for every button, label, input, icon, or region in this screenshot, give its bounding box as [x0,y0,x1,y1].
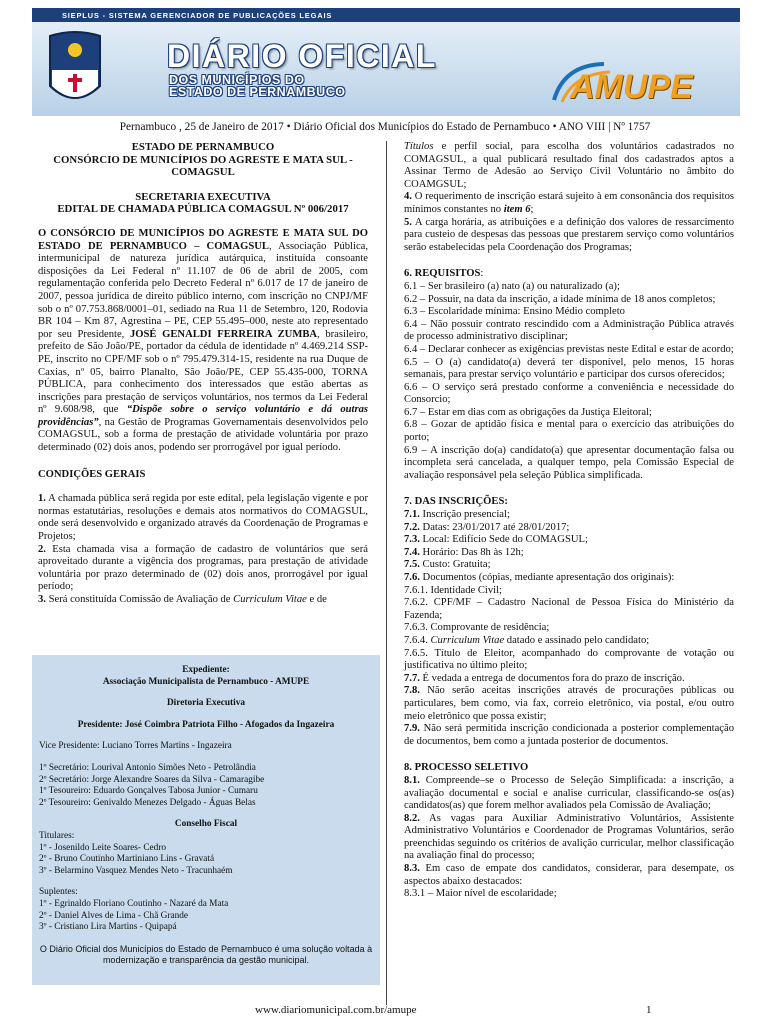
column-divider [386,141,387,1005]
secretary-1-line: 1º Secretário: Lourival Antonio Simões Neto - Petrolândia [39,762,256,773]
req-6-7: 6.7 – Estar em dias com as obrigações da Justiça Eleitoral; [404,406,652,418]
ins-7-7 [404,673,734,686]
item-4 [404,191,734,216]
ps-8-3-text: Em caso de empate dos candidatos, considerar, para desempate, os aspectos abaixo destacados: [404,863,734,887]
doc-7-6-3: 7.6.3. Comprovante de residência; [404,622,550,634]
intro-text-1: , Associação Pública, intermunicipal de natureza jurídica autárquica, instituída consoante disposições da Lei Federal nº 11.107 de 06 de abril de 2005, com regulamentação conferida pelo Decreto Federal nº 6.017 de 17 de janeiro de 2007, pessoa jurídica de direito público interno, com inscrição no CNPJ/MF sob o nº 07.753.868/0001–01, sediado na Rua 11 de Setembro, 120, Rodovia BR 104 – Km 87, Agrestina – PE, CEP 55.495–000, neste ato representado por seu Presidente, [38,240,368,340]
ins-7-7-num: 7.7. [404,672,420,684]
titulos-italic: Títulos [404,141,434,152]
doc-7-6-4 [404,635,734,648]
req-6-9: 6.9 – A inscrição do(a) candidato(a) que apresentar documentação falsa ou incompleta será cancelada, a qualquer tempo, pela Comissão Especial de avaliação responsável pela seleção Pública simplificada. [404,444,734,481]
fiscal-council-title: Conselho Fiscal [174,819,238,830]
association-name: Associação Municipalista de Pernambuco - AMUPE [102,676,310,687]
doc-7-6-4-text: datado e assinado pelo candidato; [504,634,650,646]
req-6-5: 6.5 – O (a) candidato(a) deverá ter disponível, pelo menos, 15 horas semanais, para prestar serviço voluntário e participar dos cursos oferecidos; [404,356,734,381]
ins-7-6-num: 7.6. [404,572,420,583]
ps-8-2 [404,813,734,863]
left-column [38,141,368,607]
page-number: 1 [646,1004,652,1016]
section-inscriptions: 7. DAS INSCRIÇÕES: [404,496,508,508]
ins-7-4 [404,547,734,560]
ins-7-8-text: Não serão aceitas inscrições através de procurações públicas ou particulares, bem como, via fax, correio eletrônico, via postal, e/ou outro meio eletrônico que possa existir; [404,685,734,722]
ins-7-5 [404,559,734,572]
req-6-8: 6.8 – Gozar de aptidão física e mental para o exercício das atribuições do porto; [404,419,734,444]
continuation-text: e perfil social, para escolha dos voluntários cadastrados no COMAGSUL, a qual publicará resultado final dos cadastrados aptos a Assinar Termo de Adesão ao Serviço Civil Voluntário no âmbito do COAMGSUL; [404,141,734,190]
titular-1: 1º - Josenildo Leite Soares- Cedro [39,842,167,853]
suplente-1: 1º - Egrinaldo Floriano Coutinho - Nazaré da Mata [39,898,229,909]
req-6-1: 6.1 – Ser brasileiro (a) nato (a) ou naturalizado (a); [404,280,620,292]
titulares-label: Titulares: [39,830,75,841]
intro-text-3: , na Gestão de Programas Governamentais desenvolvidos pelo COMAGSUL, sob a forma de prestação de atividade voluntária por prazo determinado (02) dois anos, podendo ser prorrogável por igual período. [38,416,368,454]
heading-edital: EDITAL DE CHAMADA PÚBLICA COMAGSUL Nº 006/2017 [57,203,349,216]
doc-7-6-2: 7.6.2. CPF/MF – Cadastro Nacional de Pessoa Física do Ministério da Fazenda; [404,597,734,621]
intro-bold: O CONSÓRCIO DE MUNICÍPIOS DO AGRESTE E MATA SUL DO ESTADO DE PERNAMBUCO – COMAGSUL [38,227,368,252]
ins-7-3 [404,534,734,547]
ps-8-2-num: 8.2. [404,812,420,824]
item-4-end: ; [530,203,534,215]
ins-7-5-num: 7.5. [404,559,420,571]
vice-president-line: Vice Presidente: Luciano Torres Martins - Ingazeira [39,741,232,752]
section-general-conditions: CONDIÇÕES GERAIS [38,468,146,480]
ins-7-3-num: 7.3. [404,534,420,546]
req-6-4a: 6.4 – Não possuir contrato rescindido com a Administração Pública através de processo administrativo disciplinar; [404,318,734,343]
condition-2-text: Esta chamada visa a formação de cadastro de voluntários que será aproveitado durante a vigência dos programas, para prestação de atividade voluntária por prazo determinado de (02) dois anos, prorrogável por igual período; [38,543,368,593]
ins-7-1 [404,509,734,522]
item-4-text: O requerimento de inscrição estará sujeito à em consonância dos requisitos mínimos constantes no [404,191,734,215]
ins-7-5-text: Custo: Gratuita; [419,559,491,571]
titular-2: 2º - Bruno Coutinho Martiniano Lins - Gravatá [39,854,215,865]
issue-info-line: Pernambuco , 25 de Janeiro de 2017 • Diário Oficial dos Municípios do Estado de Pernambuco • ANO VIII | Nº 1757 [119,121,651,133]
right-column [404,141,734,901]
ps-8-1-num: 8.1. [404,774,420,786]
item-5-num: 5. [404,216,412,228]
subtitle-line-2: ESTADO DE PERNAMBUCO [169,85,346,99]
doc-7-6-4-italic: Curriculum Vitae [430,634,505,646]
executive-board-title: Diretoria Executiva [166,698,246,709]
expediente-box [32,655,380,985]
ins-7-6 [404,572,734,585]
gazette-title: DIÁRIO OFICIAL [167,38,437,74]
ins-7-9-text: Não será permitida inscrição condicionada a posterior complementação de documentos, bem como a juntada posterior de documentos. [404,723,734,747]
gazette-subtitle [169,74,345,98]
condition-3 [38,594,368,607]
president-name: JOSÉ GENALDI FERREIRA ZUMBA [129,328,318,340]
heading-consortium: CONSÓRCIO DE MUNICÍPIOS DO AGRESTE E MATA SUL - COMAGSUL [53,153,353,179]
treasurer-2-line: 2º Tesoureiro: Genivaldo Menezes Delgado - Águas Belas [39,797,256,808]
ins-7-9 [404,723,734,748]
req-6-6: 6.6 – O serviço será prestado conforme a conveniência e necessidade do Consorcio; [404,381,734,406]
ins-7-2 [404,522,734,535]
item-5-text: A carga horária, as atribuições e a definição dos valores de ressarcimento para custeio de despesas das pessoas que prestarem serviço como voluntários serão estabelecidas pela Coordenação dos Programas; [404,216,734,253]
ps-8-3-1: 8.3.1 – Maior nível de escolaridade; [404,888,557,900]
condition-3-italic: Curriculum Vitae [233,594,307,605]
continuation-paragraph [404,141,734,191]
intro-text-2: , brasileiro, prefeito de São João/PE, portador da cédula de identidade nº 4.469.214 SSP-PE, inscrito no CPF/MF sob o nº 795.479.314-15, residente na rua Duque de Caxias, nº 05, bairro Planalto, São João/PE, CEP 55.435-000, TORNA PÚBLICA, para conhecimento dos interessados que estão abertas as inscrições para prestação de serviços voluntários, nos termos da Lei Federal nº 9.608/98, que [38,328,369,416]
ins-7-8-num: 7.8. [404,685,420,697]
item-4-ref: item 6 [503,203,531,215]
req-6-4b: 6.4 – Declarar conhecer as exigências previstas neste Edital e estar de acordo; [404,343,734,355]
amupe-logo: AMUPE [570,68,693,106]
condition-1 [38,493,368,543]
secretary-2-line: 2º Secretário: Jorge Alexandre Soares da Silva - Camaragibe [39,774,265,785]
item-4-num: 4. [404,191,412,203]
item-5 [404,217,734,255]
suplente-2: 2º - Daniel Alves de Lima - Chã Grande [39,910,189,921]
ps-8-3-num: 8.3. [404,863,420,875]
condition-3-num: 3. [38,594,46,605]
ins-7-3-text: Local: Edifício Sede do COMAGSUL; [419,534,588,546]
ps-8-2-text: As vagas para Auxiliar Administrativo Voluntários, Assistente Administrativo Voluntários e Coordenador de Programas Voluntários, serão preenchidas seguindo os critérios de avalição curricular, melhor classificação na avaliação final do processo; [404,812,734,862]
doc-7-6-1: 7.6.1. Identidade Civil; [404,584,502,596]
ps-8-3 [404,863,734,888]
condition-3-end: e de [306,594,327,605]
titular-3: 3º - Belarmino Vasquez Mendes Neto - Tracunhaém [39,865,233,876]
ins-7-2-text: Datas: 23/01/2017 até 28/01/2017; [419,521,570,533]
req-6-2: 6.2 – Possuir, na data da inscrição, a idade mínima de 18 anos completos; [404,293,716,305]
condition-2-num: 2. [38,543,46,555]
law-quote: “Dispõe sobre o serviço voluntário e dá outras providências” [38,404,368,428]
ins-7-4-num: 7.4. [404,546,420,558]
condition-1-text: A chamada pública será regida por este edital, pela legislação vigente e por normas estatutárias, resoluções e demais atos normativos do COMAGSUL, onde será desenvolvido e organizado através da Coordenação de Programas e Projetos; [38,493,368,543]
ins-7-7-text: É vedada a entrega de documentos fora do prazo de inscrição. [419,672,685,684]
req-6-3: 6.3 – Escolaridade mínima: Ensino Médio completo [404,306,625,318]
ins-7-6-text: Documentos (cópias, mediante apresentação dos originais): [419,572,675,583]
ins-7-1-num: 7.1. [404,509,420,521]
president-line: Presidente: José Coimbra Patriota Filho - Afogados da Ingazeira [77,719,335,730]
header-banner [32,8,740,116]
expediente-label: Expediente: [182,665,230,675]
intro-paragraph [38,228,368,455]
ps-8-1 [404,775,734,813]
closing-statement: O Diário Oficial dos Municípios do Estado de Pernambuco é uma solução voltada à modernização e transparência da gestão municipal. [39,943,373,966]
requirements-title: 6. REQUISITOS [404,268,481,280]
pernambuco-flag-icon [46,30,104,110]
ins-7-4-text: Horário: Das 8h às 12h; [419,546,524,558]
suplentes-label: Suplentes: [39,887,78,898]
doc-7-6-4-num: 7.6.4. [404,634,431,646]
ins-7-1-text: Inscrição presencial; [419,509,510,521]
requirements-colon: : [480,268,484,280]
condition-1-num: 1. [38,493,46,505]
treasurer-1-line: 1º Tesoureiro: Eduardo Gonçalves Tabosa Junior - Cumaru [39,786,258,797]
ins-7-2-num: 7.2. [404,521,420,533]
section-requirements [404,268,734,281]
suplente-3: 3º - Cristiano Lira Martins - Quipapá [39,922,177,933]
footer-url-link[interactable]: www.diariomunicipal.com.br/amupe [255,1004,417,1016]
condition-2 [38,544,368,594]
condition-3-text: Será constituída Comissão de Avaliação de [45,594,234,605]
topbar-text: SIEPLUS - SISTEMA GERENCIADOR DE PUBLICAÇÕES LEGAIS [32,8,740,22]
ps-8-1-text: Compreende–se o Processo de Seleção Simplificada: a inscrição, a avaliação documental e social e analise curricular, classificando-se os(as) candidatos(as) que forem melhor avaliados pela Comissão de Avaliação; [404,774,734,812]
heading-state: ESTADO DE PERNAMBUCO [131,141,275,153]
ins-7-8 [404,685,734,723]
ins-7-9-num: 7.9. [404,723,420,735]
section-selection-process: 8. PROCESSO SELETIVO [404,762,529,774]
subtitle-line-1: DOS MUNICÍPIOS DO [169,73,305,87]
doc-7-6-5: 7.6.5. Título de Eleitor, acompanhado do comprovante de votação ou justificativa no último pleito; [404,647,734,672]
heading-secretariat: SECRETARIA EXECUTIVA [135,190,271,203]
